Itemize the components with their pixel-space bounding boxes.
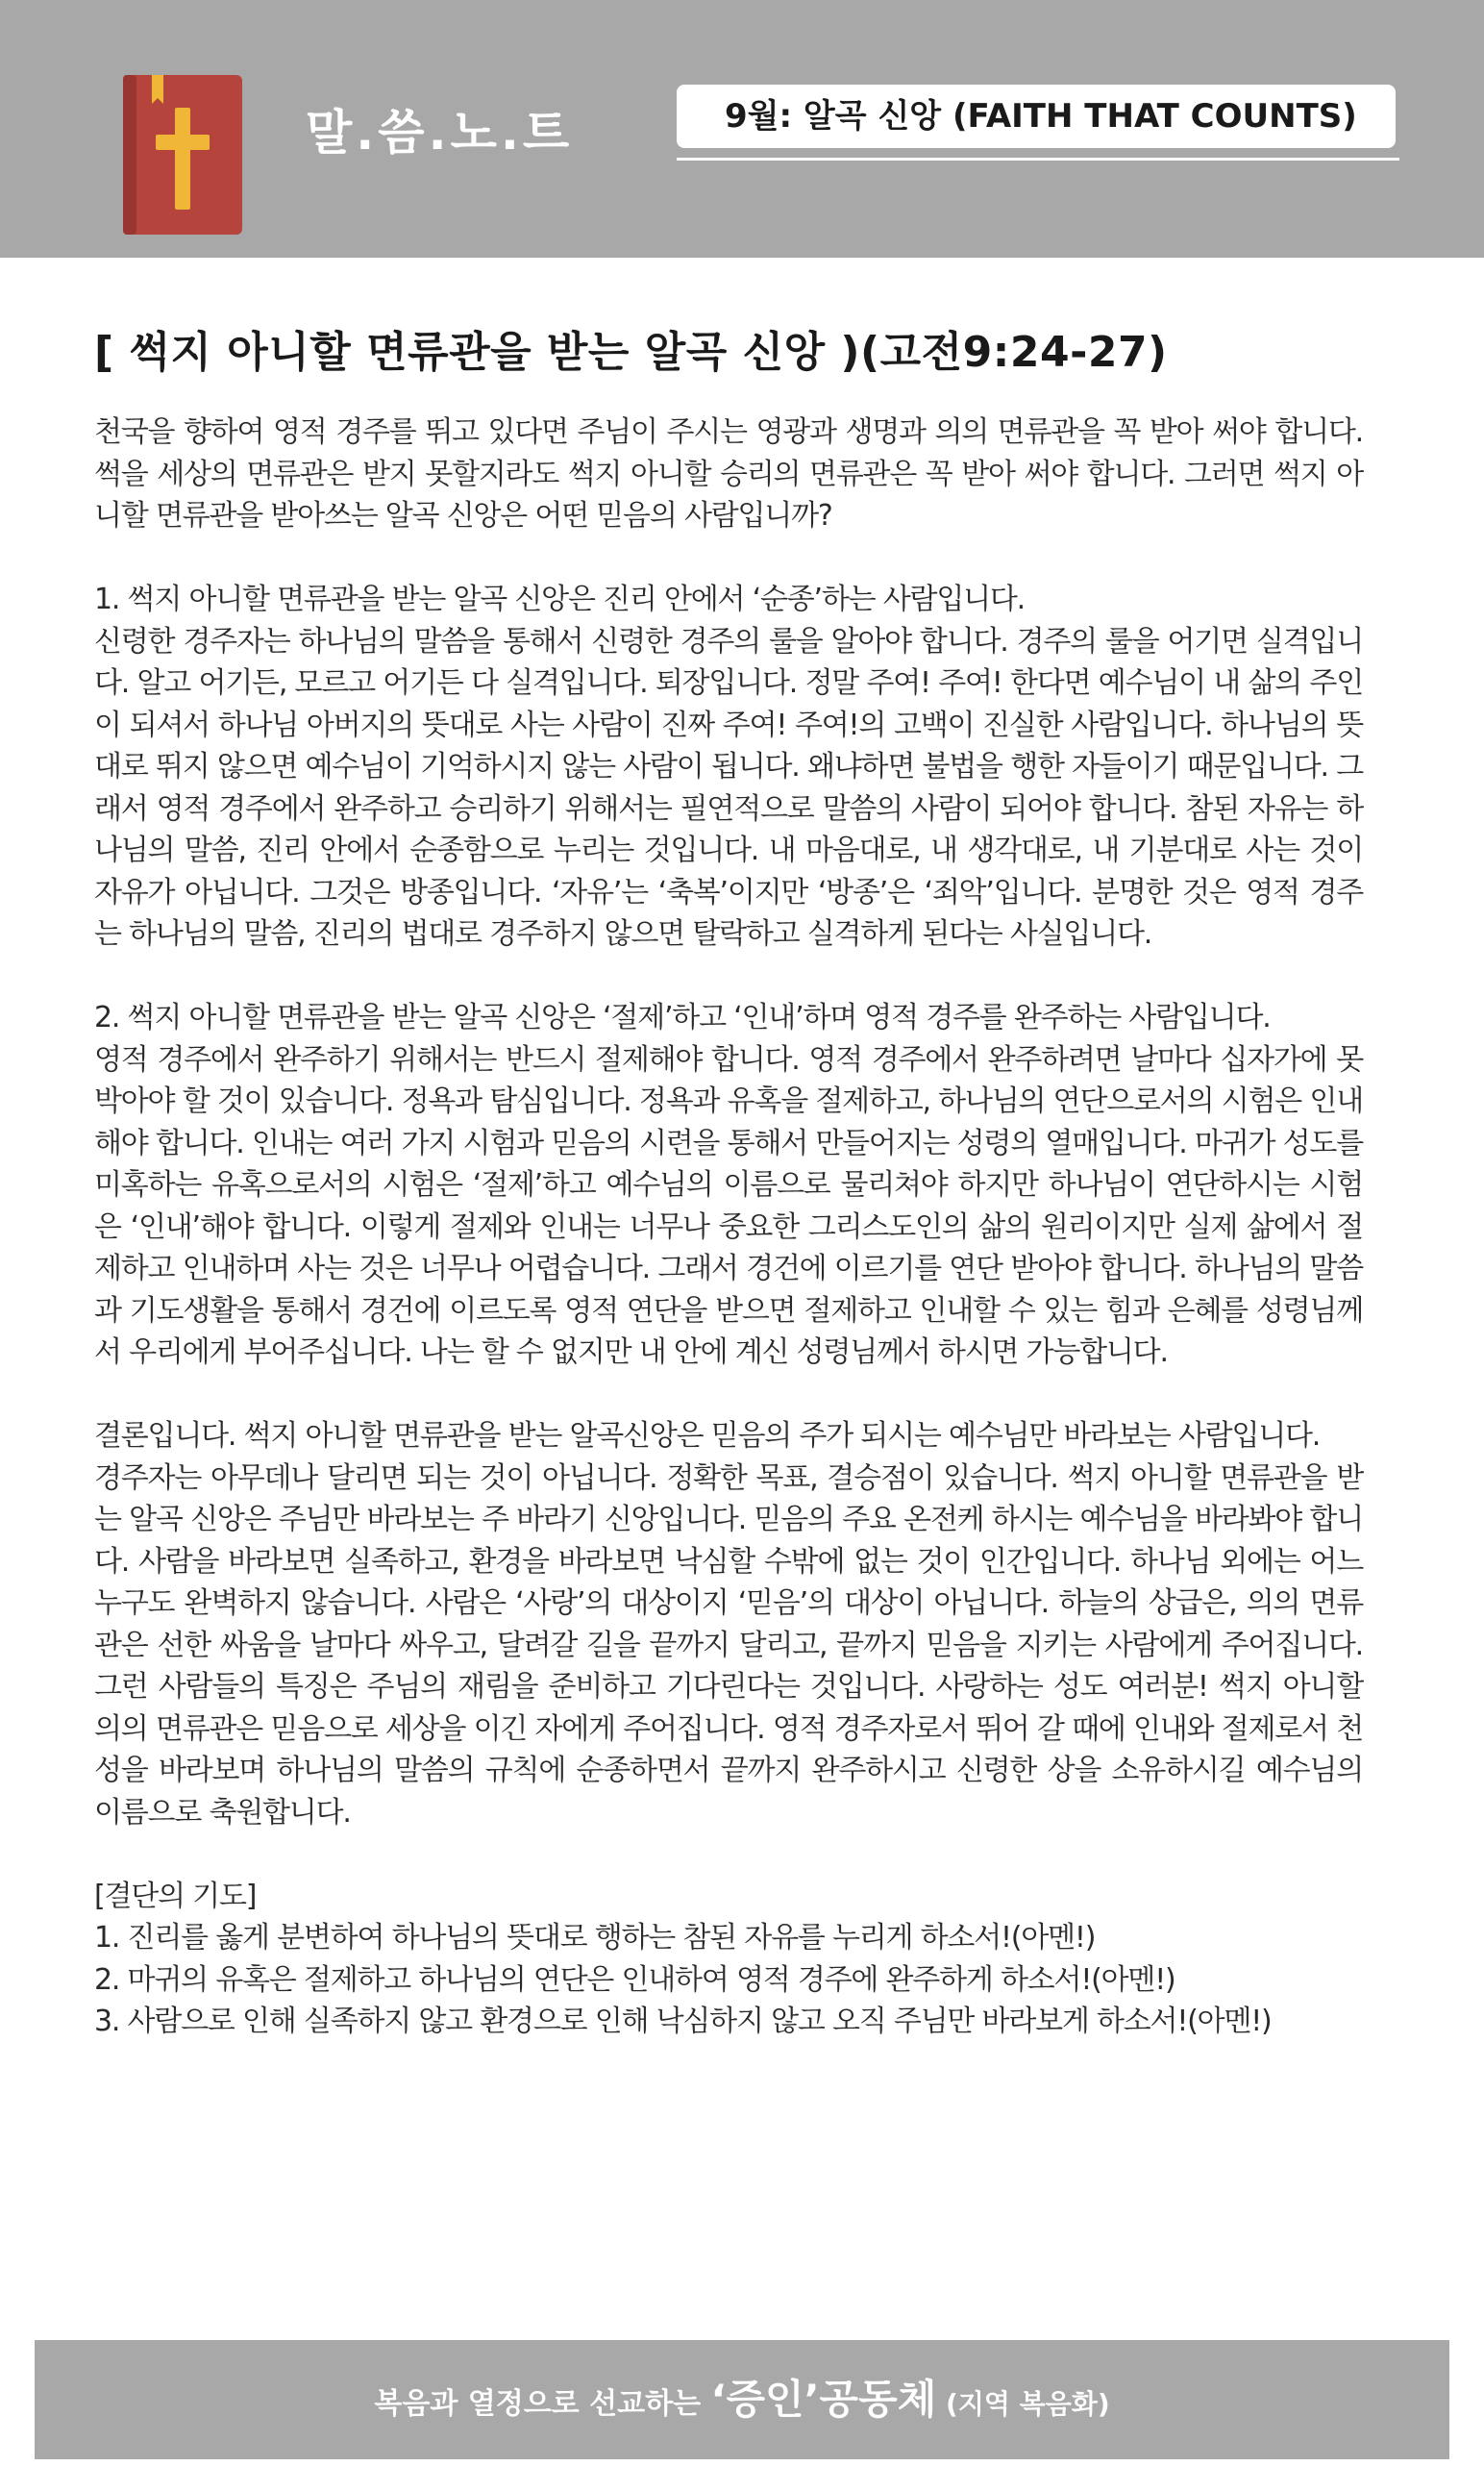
conclusion-body: 경주자는 아무데나 달리면 되는 것이 아닙니다. 정확한 목표, 결승점이 있습니다. 썩지 아니할 면류관을 받는 알곡 신앙은 주님만 바라보는 주 바라기 신앙입니다. 믿음의 주요 온전케 하시는 예수님을 바라봐야 합니다. 사람을 바라보면 실족하고, 환경을 바라보면 낙심할 수밖에 없는 것이 인간입니다. 하나님 외에는 어느 누구도 완벽하지 않습니다. 사람은 ‘사랑’의 대상이지 ‘믿음’의 대상이 아닙니다. 하늘의 상급은, 의의 면류관은 선한 싸움을 날마다 싸우고, 달려갈 길을 끝까지 달리고, 끝까지 믿음을 지키는 사람에게 주어집니다. 그런 사람들의 특징은 주님의 재림을 준비하고 기다린다는 것입니다. 사랑하는 성도 여러분! 썩지 아니할 의의 면류관은 믿음으로 세상을 이긴 자에게 주어집니다. 영적 경주자로서 뛰어 갈 때에 인내와 절제로서 천성을 바라보며 하나님의 말씀의 규칙에 순종하면서 끝까지 완주하시고 신령한 상을 소유하시길 예수님의 이름으로 축원합니다.: [94, 1460, 1363, 1830]
prayer-heading: [결단의 기도]: [94, 1879, 257, 1913]
prayer-section: [94, 1876, 1363, 2043]
conclusion-heading: 결론입니다. 썩지 아니할 면류관을 받는 알곡신앙은 믿음의 주가 되시는 예수님만 바라보는 사람입니다.: [94, 1419, 1321, 1453]
prayer-item: 3. 사람으로 인해 실족하지 않고 환경으로 인해 낙심하지 않고 오직 주님만 바라보게 하소서!(아멘!): [94, 2005, 1272, 2038]
footer-highlight: ‘증인’공동체: [710, 2376, 937, 2423]
footer-banner: [35, 2340, 1449, 2459]
point-1-body: 신령한 경주자는 하나님의 말씀을 통해서 신령한 경주의 룰을 알아야 합니다. 경주의 룰을 어기면 실격입니다. 알고 어기든, 모르고 어기든 다 실격입니다. 퇴장입니다. 정말 주여! 주여! 한다면 예수님이 내 삶의 주인이 되셔서 하나님 아버지의 뜻대로 사는 사람이 진짜 주여! 주여!의 고백이 진실한 사람입니다. 하나님의 뜻대로 뛰지 않으면 예수님이 기억하시지 않는 사람이 됩니다. 왜냐하면 불법을 행한 자들이기 때문입니다. 그래서 영적 경주에서 완주하고 승리하기 위해서는 필연적으로 말씀의 사람이 되어야 합니다. 참된 자유는 하나님의 말씀, 진리 안에서 순종함으로 누리는 것입니다. 내 마음대로, 내 생각대로, 내 기분대로 사는 것이 자유가 아닙니다. 그것은 방종입니다. ‘자유’는 ‘축복’이지만 ‘방종’은 ‘죄악’입니다. 분명한 것은 영적 경주는 하나님의 말씀, 진리의 법대로 경주하지 않으면 탈락하고 실격하게 된다는 사실입니다.: [94, 624, 1363, 951]
header-banner: [0, 0, 1484, 258]
point-1-section: [94, 579, 1363, 956]
bible-cross-icon: [123, 75, 242, 235]
sermon-body: [94, 411, 1363, 2043]
month-theme-label: 9월: 알곡 신앙 (FAITH THAT COUNTS): [677, 85, 1396, 148]
sermon-title: [ 썩지 아니할 면류관을 받는 알곡 신앙 )(고전9:24-27): [94, 328, 1168, 377]
point-2-section: [94, 997, 1363, 1374]
brand-title: 말.씀.노.트: [306, 105, 574, 161]
point-2-body: 영적 경주에서 완주하기 위해서는 반드시 절제해야 합니다. 영적 경주에서 완주하려면 날마다 십자가에 못 박아야 할 것이 있습니다. 정욕과 탐심입니다. 정욕과 유혹을 절제하고, 하나님의 연단으로서의 시험은 인내해야 합니다. 인내는 여러 가지 시험과 믿음의 시련을 통해서 만들어지는 성령의 열매입니다. 마귀가 성도를 미혹하는 유혹으로서의 시험은 ‘절제’하고 예수님의 이름으로 물리쳐야 하지만 하나님이 연단하시는 시험은 ‘인내’해야 합니다. 이렇게 절제와 인내는 너무나 중요한 그리스도인의 삶의 원리이지만 실제 삶에서 절제하고 인내하며 사는 것은 너무나 어렵습니다. 그래서 경건에 이르기를 연단 받아야 합니다. 하나님의 말씀과 기도생활을 통해서 경건에 이르도록 영적 연단을 받으면 절제하고 인내할 수 있는 힘과 은혜를 성령님께서 우리에게 부어주십니다. 나는 할 수 없지만 내 안에 계신 성령님께서 하시면 가능합니다.: [94, 1042, 1363, 1369]
footer-suffix: (지역 복음화): [936, 2388, 1110, 2420]
prayer-item: 1. 진리를 옳게 분변하여 하나님의 뜻대로 행하는 참된 자유를 누리게 하소서!(아멘!): [94, 1921, 1096, 1955]
conclusion-section: [94, 1415, 1363, 1833]
point-1-heading: 1. 썩지 아니할 면류관을 받는 알곡 신앙은 진리 안에서 ‘순종’하는 사람입니다.: [94, 583, 1025, 616]
month-underline: [677, 158, 1399, 161]
prayer-item: 2. 마귀의 유혹은 절제하고 하나님의 연단은 인내하여 영적 경주에 완주하게 하소서!(아멘!): [94, 1962, 1175, 1997]
point-2-heading: 2. 썩지 아니할 면류관을 받는 알곡 신앙은 ‘절제’하고 ‘인내’하며 영적 경주를 완주하는 사람입니다.: [94, 1001, 1271, 1034]
intro-paragraph: 천국을 향하여 영적 경주를 뛰고 있다면 주님이 주시는 영광과 생명과 의의 면류관을 꼭 받아 써야 합니다. 썩을 세상의 면류관은 받지 못할지라도 썩지 아니할 승리의 면류관은 꼭 받아 써야 합니다. 그러면 썩지 아니할 면류관을 받아쓰는 알곡 신앙은 어떤 믿음의 사람입니까?: [94, 415, 1363, 533]
footer-prefix: 복음과 열정으로 선교하는: [374, 2387, 711, 2421]
